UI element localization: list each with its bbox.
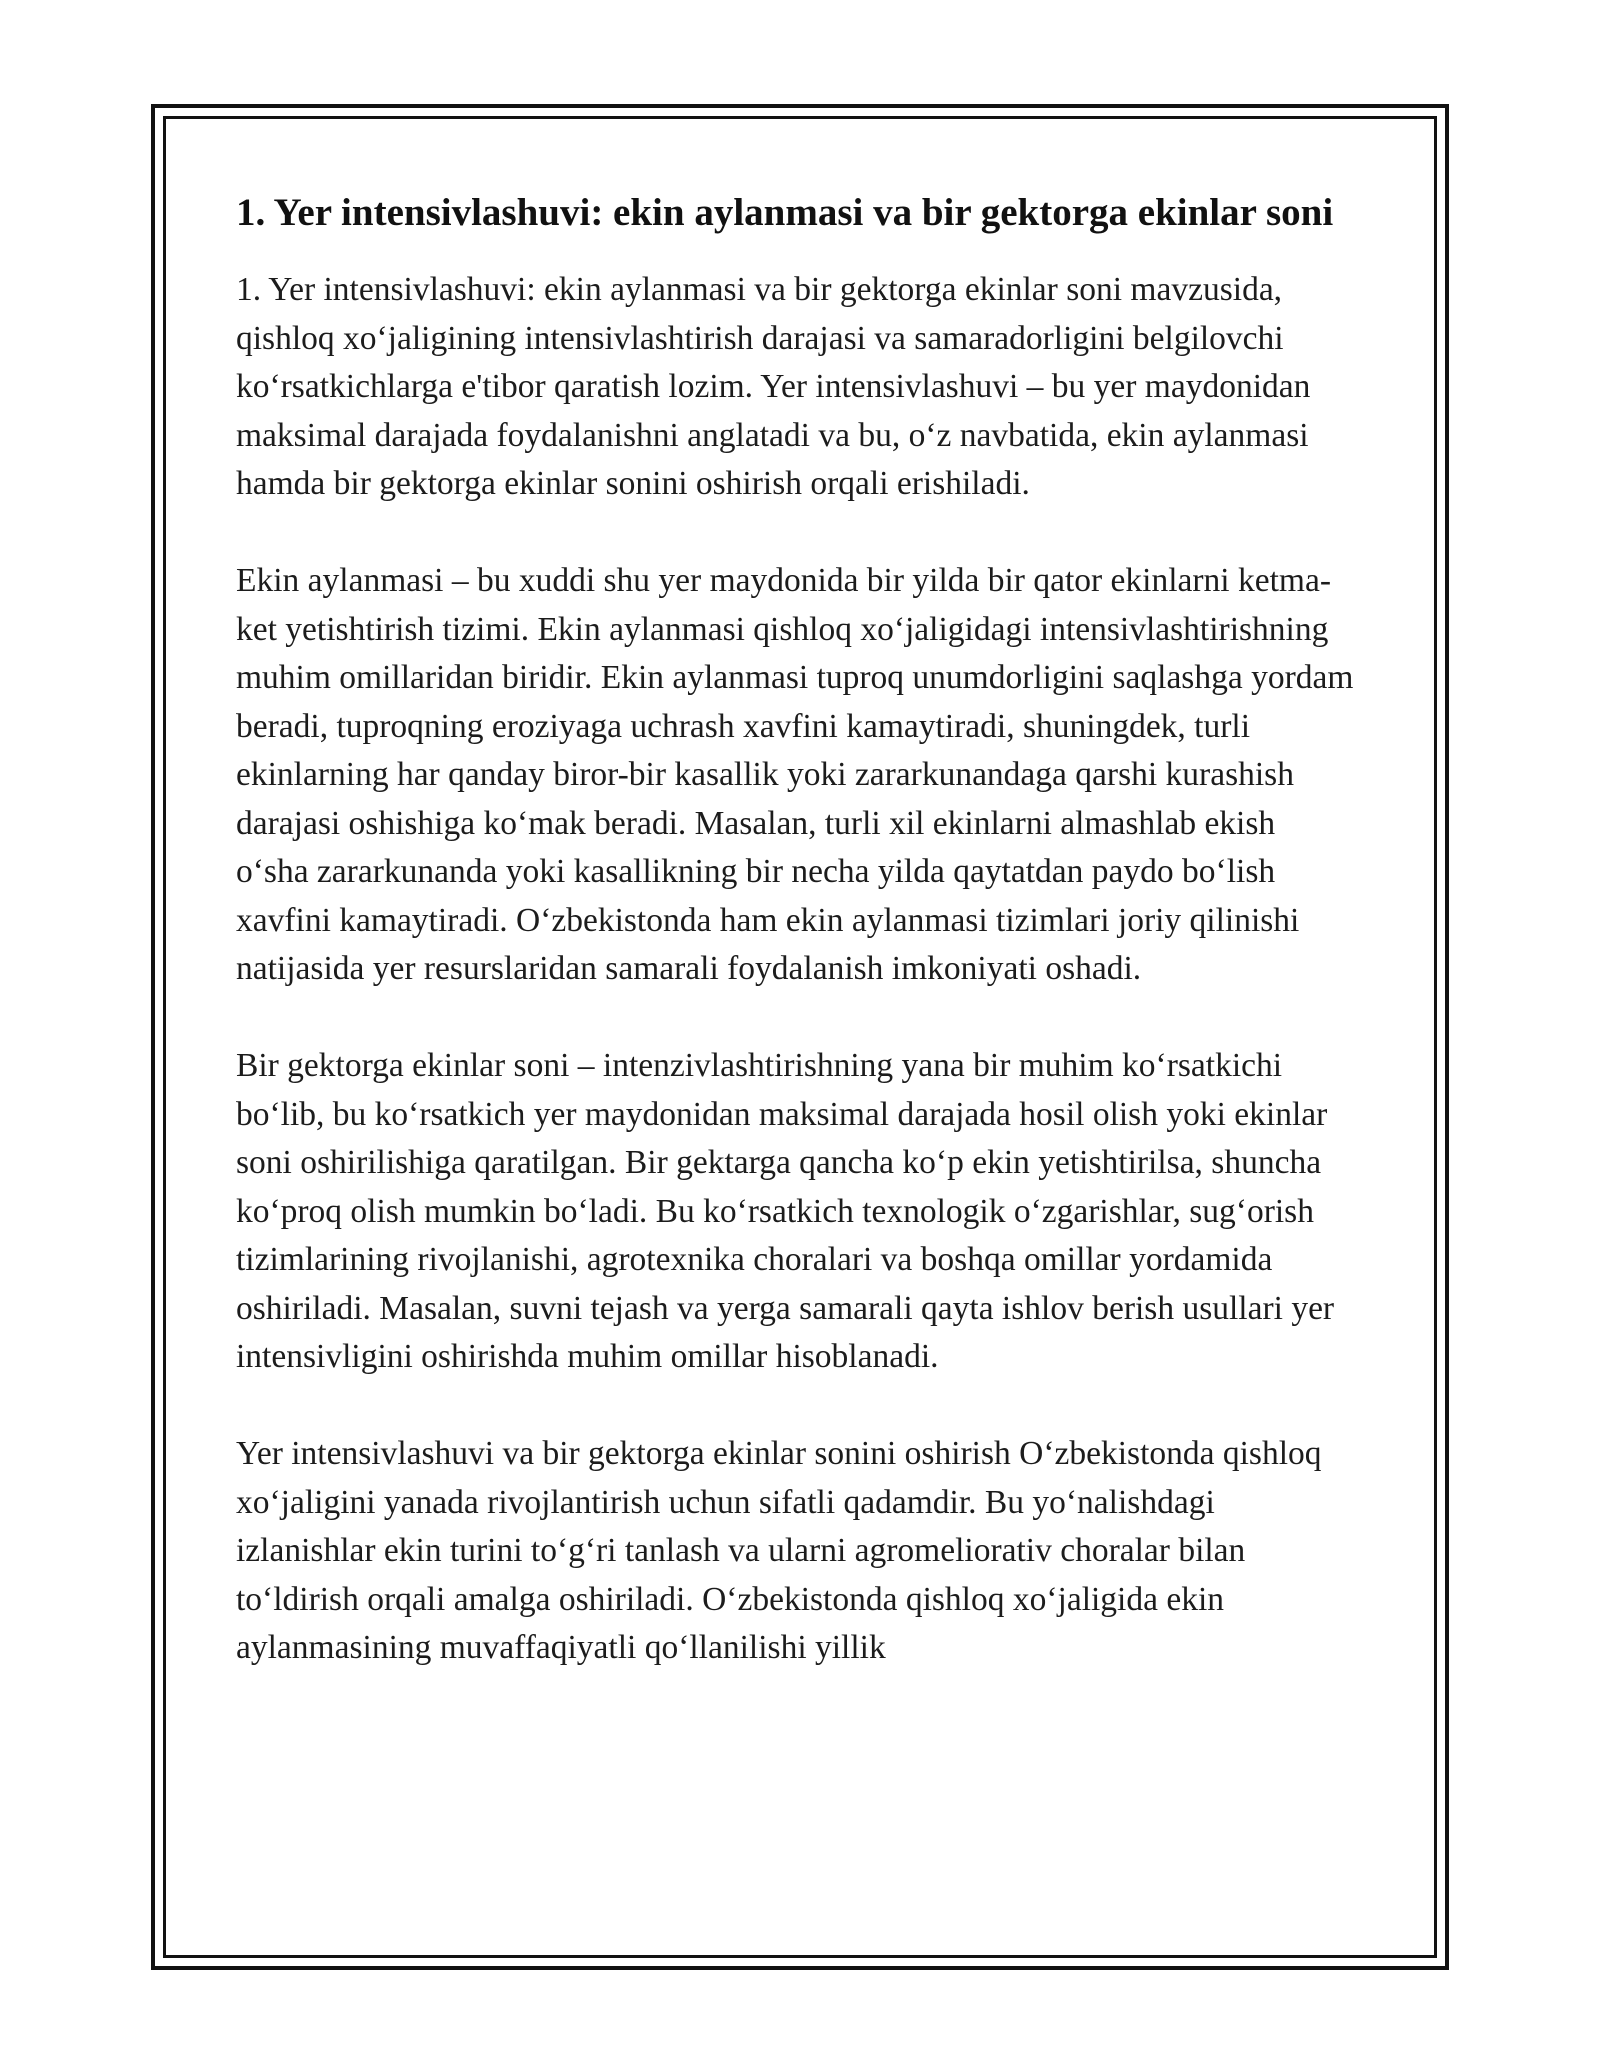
paragraph-crops-per-hectare: Bir gektorga ekinlar soni – intenzivlashtirishning yana bir muhim ko‘rsatkichi bo‘lib, bu ko‘rsatkich yer maydonidan maksimal darajada hosil olish yoki ekinlar soni oshirilishiga qaratilgan. Bir gektarga qancha ko‘p ekin yetishtirilsa, shuncha ko‘proq olish mumkin bo‘ladi. Bu ko‘rsatkich texnologik o‘zgarishlar, sug‘orish tizimlarining rivojlanishi, agrotexnika choralari va boshqa omillar yordamida oshiriladi. Masalan, suvni tejash va yerga samarali qayta ishlov berish usullari yer intensivligini oshirishda muhim omillar hisoblanadi. <box>236 1047 1335 1375</box>
document-body <box>236 186 1356 1673</box>
paragraph-crop-rotation: Ekin aylanmasi – bu xuddi shu yer maydonida bir yilda bir qator ekinlarni ketma-ket yetishtirish tizimi. Ekin aylanmasi qishloq xo‘jaligidagi intensivlashtirishning muhim omillaridan biridir. Ekin aylanmasi tuproq unumdorligini saqlashga yordam beradi, tuproqning eroziyaga uchrash xavfini kamaytiradi, shuningdek, turli ekinlarning har qanday biror-bir kasallik yoki zararkunandaga qarshi kurashish darajasi oshishiga ko‘mak beradi. Masalan, turli xil ekinlarni almashlab ekish o‘sha zararkunanda yoki kasallikning bir necha yilda qaytatdan paydo bo‘lish xavfini kamaytiradi. O‘zbekistonda ham ekin aylanmasi tizimlari joriy qilinishi natijasida yer resurslaridan samarali foydalanish imkoniyati oshadi. <box>236 562 1354 987</box>
document-title: 1. Yer intensivlashuvi: ekin aylanmasi va bir gektorga ekinlar soni <box>236 191 1334 234</box>
paragraph-conclusion: Yer intensivlashuvi va bir gektorga ekinlar sonini oshirish O‘zbekistonda qishloq xo‘jaligini yanada rivojlantirish uchun sifatli qadamdir. Bu yo‘nalishdagi izlanishlar ekin turini to‘g‘ri tanlash va ularni agromeliorativ choralar bilan to‘ldirish orqali amalga oshiriladi. O‘zbekistonda qishloq xo‘jaligida ekin aylanmasining muvaffaqiyatli qo‘llanilishi yillik <box>236 1435 1322 1666</box>
paragraph-intro: 1. Yer intensivlashuvi: ekin aylanmasi va bir gektorga ekinlar soni mavzusida, qishloq xo‘jaligining intensivlashtirish darajasi va samaradorligini belgilovchi ko‘rsatkichlarga e'tibor qaratish lozim. Yer intensivlashuvi – bu yer maydonidan maksimal darajada foydalanishni anglatadi va bu, o‘z navbatida, ekin aylanmasi hamda bir gektorga ekinlar sonini oshirish orqali erishiladi. <box>236 271 1311 502</box>
